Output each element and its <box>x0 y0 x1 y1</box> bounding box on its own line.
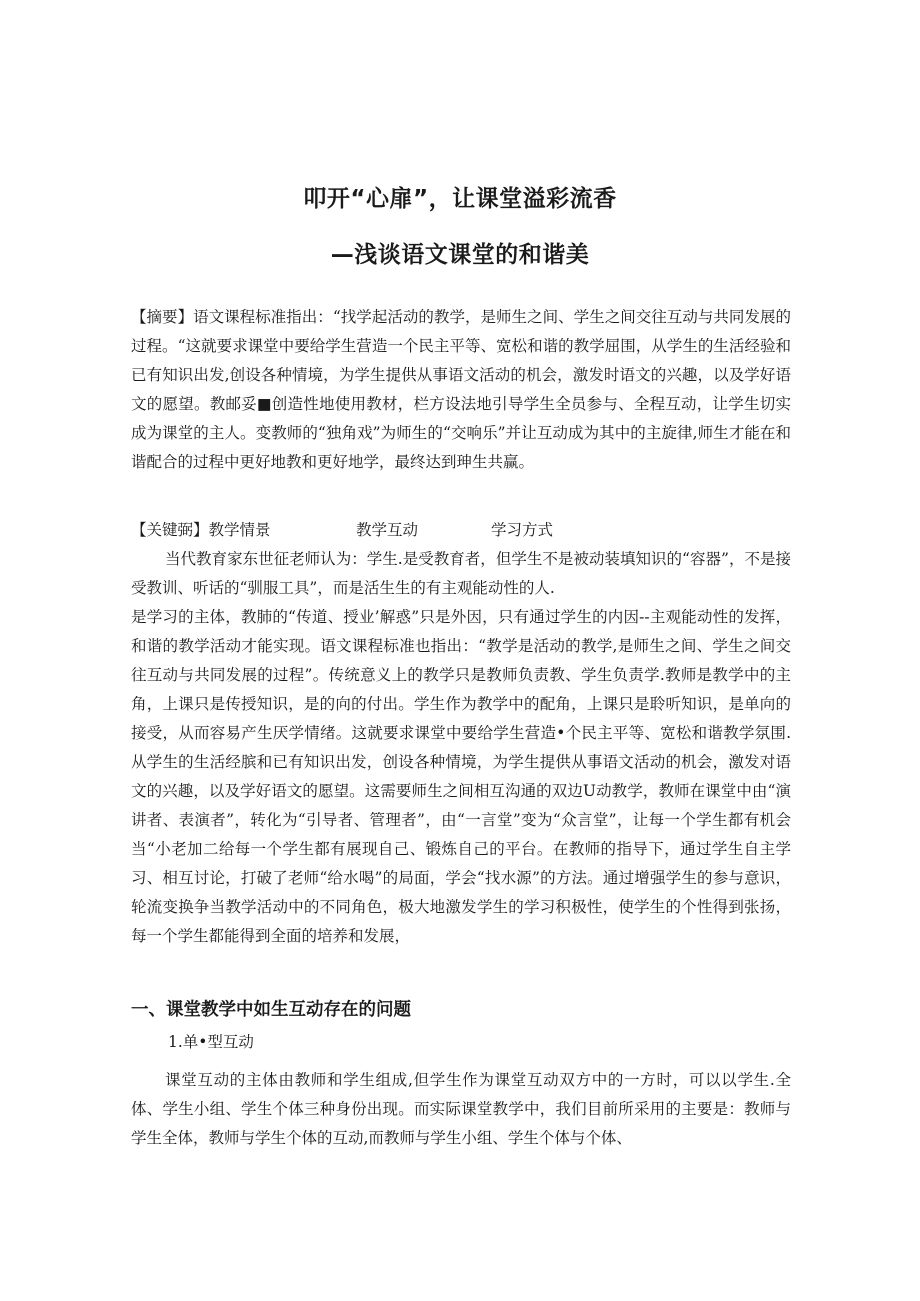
keyword-item: 教学互动 <box>356 521 419 539</box>
paragraph-line: 是学习的主体，教肺的“传道、授业’解惑”只是外因，只有通过学生的内因--主观能动性的发挥，和谐的教学活动才能实现。语文课程标准也指出：“教学是活动的教学,是师生之间、学生之间交往互动与共同发展的过程”。传统意义上的教学只是教师负责教、学生负责学.教师是教学中的主角，上课只是传授知识，是的向的付出。学生作为教学中的配角，上课只是聆听知识，是单向的接受，从而容易产生厌学情绪。这就要求课堂中要给学生营造•个民主平等、宽松和谐教学氛围.从学生的生活经膑和已有知识出发，创设各种情境，为学生提供从事语文活动的机会，激发对语文的兴趣，以及学好语文的愿望。这需要师生之间相互沟通的双边U动教学，教师在课堂中由“演讲者、表演者”，转化为“引导者、管理者”，由“一言堂”变为“众言堂”，让每一个学生都有机会当“小老加二给每一个学生都有展现自己、锻炼自己的平台。在教师的指导下，通过学生自主学习、相互讨论，打破了老师“给水喝”的局面，学会“找水源”的方法。通过增强学生的参与意识，轮流变换争当教学活动中的不同角色，极大地激发学生的学习积极性，使学生的个性得到张扬，每一个学生都能得到全面的培养和发展， <box>131 608 791 945</box>
subsection-heading: 1.单•型互动 <box>168 1033 254 1051</box>
keyword-item: 学习方式 <box>491 521 554 539</box>
body-paragraph: 课堂互动的主体由教师和学生组成,但学生作为课堂互动双方中的一方时，可以以学生.全体、学生小组、学生个体三种身份出现。而实际课堂教学中，我们目前所采用的主要是：教师与学生全体，教师与学生个体的互动,而教师与学生小组、学生个体与个体、 <box>131 1071 791 1147</box>
body-paragraph <box>131 545 791 951</box>
keywords-label: 【关键弼】教学情景 <box>131 521 271 539</box>
document-subtitle: —浅谈语文课堂的和谐美 <box>330 242 590 268</box>
document-title: 叩开“心扉”，让课堂溢彩流香 <box>303 186 617 212</box>
abstract-paragraph: 【摘要】语文课程标准指出：“找学起活动的教学，是师生之间、学生之间交往互动与共同发展的过程。“这就要求课堂中要给学生营造一个民主平等、宽松和谐的教学屈围，从学生的生活经验和已有知识出发,创设各种情境，为学生提供从事语文活动的机会，激发时语文的兴趣，以及学好语文的愿望。教邮妥■创造性地使用教材，栏方设法地引导学生全员参与、全程互动，让学生切实成为课堂的主人。变教师的“独角戏”为师生的“交响乐”并让互动成为其中的主旋律,师生才能在和谐配合的过程中更好地教和更好地学，最终达到珅生共赢。 <box>131 308 791 471</box>
keywords-line <box>131 516 601 545</box>
paragraph-line: 当代教育家东世征老师认为：学生.是受教育者，但学生不是被动装填知识的“容器”，不是接受教训、听话的“驯服工具”，而是活生生的有主观能动性的人. <box>131 550 791 597</box>
section-heading: 一、课堂教学中如生互动存在的问题 <box>131 1000 411 1020</box>
